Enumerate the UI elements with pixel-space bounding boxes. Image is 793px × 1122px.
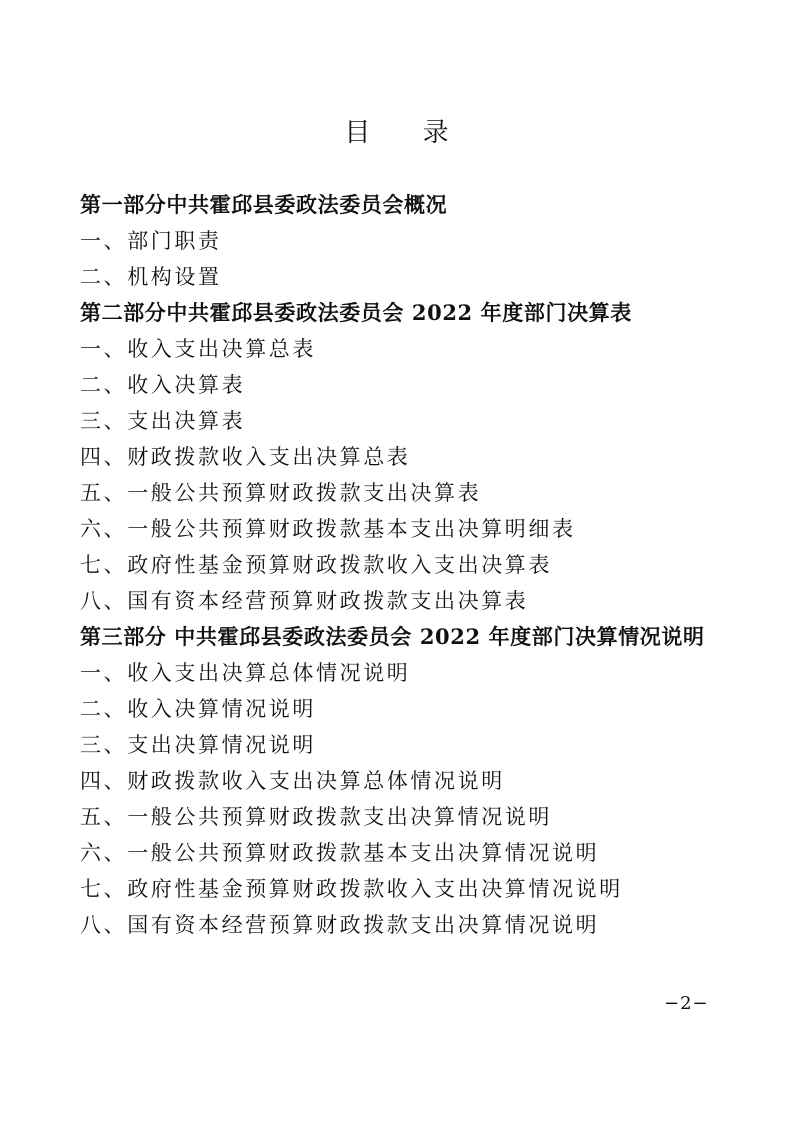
- toc-part-1-heading: 第一部分中共霍邱县委政法委员会概况: [80, 192, 448, 217]
- page-title: 目 录: [344, 118, 471, 148]
- toc-item: 二、机构设置: [80, 265, 222, 289]
- page-number: −2−: [664, 993, 709, 1014]
- toc-item: 一、收入支出决算总体情况说明: [80, 661, 411, 685]
- toc-item: 六、一般公共预算财政拨款基本支出决算情况说明: [80, 841, 600, 865]
- toc-part-2-heading: 第二部分中共霍邱县委政法委员会 2022 年度部门决算表: [80, 300, 632, 325]
- toc-item: 三、支出决算表: [80, 409, 246, 433]
- toc-part-3-heading: 第三部分 中共霍邱县委政法委员会 2022 年度部门决算情况说明: [80, 624, 705, 649]
- toc-item: 七、政府性基金预算财政拨款收入支出决算情况说明: [80, 877, 623, 901]
- toc-item: 八、国有资本经营预算财政拨款支出决算表: [80, 589, 529, 613]
- toc-item: 四、财政拨款收入支出决算总表: [80, 445, 411, 469]
- toc-item: 二、收入决算情况说明: [80, 697, 316, 721]
- toc-item: 五、一般公共预算财政拨款支出决算情况说明: [80, 805, 552, 829]
- toc-item: 二、收入决算表: [80, 373, 246, 397]
- table-of-contents: [80, 187, 720, 943]
- toc-item: 一、部门职责: [80, 229, 222, 253]
- toc-item: 四、财政拨款收入支出决算总体情况说明: [80, 769, 505, 793]
- toc-item: 一、收入支出决算总表: [80, 337, 316, 361]
- toc-item: 六、一般公共预算财政拨款基本支出决算明细表: [80, 517, 576, 541]
- toc-item: 三、支出决算情况说明: [80, 733, 316, 757]
- toc-item: 五、一般公共预算财政拨款支出决算表: [80, 481, 482, 505]
- toc-item: 八、国有资本经营预算财政拨款支出决算情况说明: [80, 913, 600, 937]
- toc-item: 七、政府性基金预算财政拨款收入支出决算表: [80, 553, 552, 577]
